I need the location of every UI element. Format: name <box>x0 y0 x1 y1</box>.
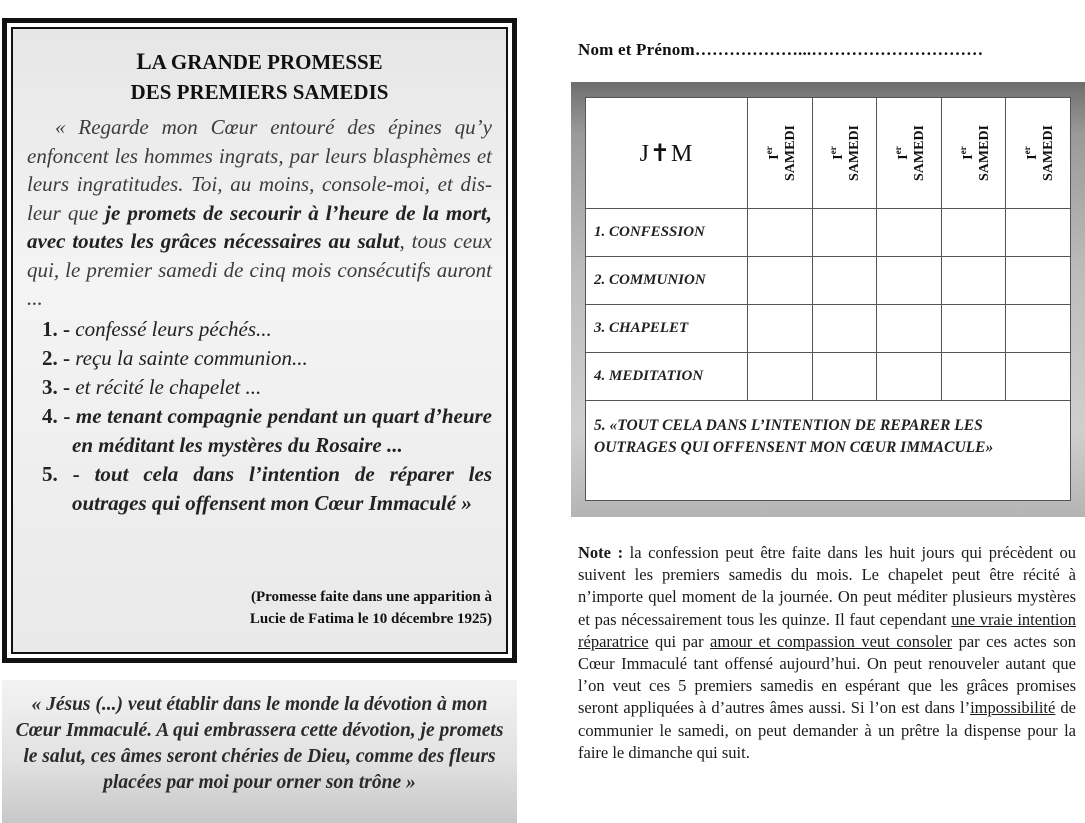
samedi-label: SAMEDI <box>976 124 992 182</box>
check-cell <box>877 209 942 257</box>
tracking-table <box>585 97 1071 501</box>
item-separator: - <box>57 345 76 370</box>
monogram-text: J✝M <box>639 140 694 167</box>
promise-title <box>27 47 492 107</box>
check-cell <box>877 353 942 401</box>
tracking-card <box>571 82 1085 517</box>
check-cell <box>748 257 813 305</box>
note-part2: qui par <box>648 631 711 651</box>
samedi-label: SAMEDI <box>847 124 863 182</box>
check-cell <box>1006 353 1071 401</box>
check-cell <box>941 209 1006 257</box>
table-row <box>586 305 1071 353</box>
ordinal-sup: er <box>893 146 904 155</box>
column-header <box>1006 98 1071 209</box>
note-underline-2: amour et compassion veut consoler <box>710 631 953 651</box>
table-row <box>586 353 1071 401</box>
column-header-label <box>761 125 799 181</box>
table-final-row <box>586 401 1071 501</box>
item-separator: - <box>57 461 95 486</box>
column-header-label <box>826 125 864 181</box>
check-cell <box>748 305 813 353</box>
item-text: me tenant compagnie pendant un quart d’heure en méditant les mystères du Rosaire ... <box>72 403 493 457</box>
row-label: 3. CHAPELET <box>586 305 748 353</box>
item-number: 2. <box>42 345 58 370</box>
check-cell <box>812 305 877 353</box>
samedi-label: SAMEDI <box>1041 124 1057 182</box>
check-cell <box>877 257 942 305</box>
column-header-label <box>890 125 928 181</box>
note-part4: de communier le samedi, on peut demander à un prêtre la dispense pour la faire le dimanche qui suit. <box>578 698 1076 762</box>
ordinal-sup: er <box>957 146 968 155</box>
promise-source <box>250 586 492 630</box>
ordinal-sup: er <box>763 146 774 155</box>
list-item <box>27 460 492 518</box>
item-text: et récité le chapelet ... <box>75 374 262 399</box>
source-line2: Lucie de Fatima le 10 décembre 1925) <box>249 611 492 627</box>
samedi-label: SAMEDI <box>911 124 927 182</box>
column-header <box>877 98 942 209</box>
ordinal: I <box>1025 154 1041 160</box>
check-cell <box>748 209 813 257</box>
intro-part1: « Regarde mon Cœur entouré des épines qu’y enfoncent les hommes ingrats, par leurs blasphèmes et leurs ingratitudes. Toi, au moins, console-moi, et dis-leur que <box>27 115 492 225</box>
final-row-text: 5. «TOUT CELA DANS L’INTENTION DE REPARER LES OUTRAGES QUI OFFENSENT MON CŒUR IMMACULE» <box>586 401 1071 501</box>
promise-box <box>2 18 517 663</box>
check-cell <box>941 305 1006 353</box>
title-initial: L <box>136 49 152 74</box>
ordinal: I <box>831 154 847 160</box>
samedi-label: SAMEDI <box>782 124 798 182</box>
name-field-label: Nom et Prénom………………...………………………… <box>578 40 984 59</box>
note-part1: la confession peut être faite dans les huit jours qui précèdent ou suivent les premiers samedis du mois. Le chapelet peut être récité à n’importe quel moment de la journée. On peut méditer plusieurs mystères et pas nécessairement tous les quinze. Il faut cependant <box>578 543 1076 629</box>
note-underline-1: une vraie intention réparatrice <box>578 609 1076 651</box>
row-label: 1. CONFESSION <box>586 209 748 257</box>
check-cell <box>812 209 877 257</box>
row-label: 4. MEDITATION <box>586 353 748 401</box>
item-number: 1. <box>42 316 58 341</box>
column-header <box>941 98 1006 209</box>
quote-text: « Jésus (...) veut établir dans le monde la dévotion à mon Cœur Immaculé. A qui embrassera cette dévotion, je promets le salut, ces âmes seront chéries de Dieu, comme des fleurs placées par moi pour orner son trône » <box>15 694 504 793</box>
check-cell <box>1006 257 1071 305</box>
table-row <box>586 257 1071 305</box>
list-item <box>27 315 492 344</box>
promise-intro <box>27 113 492 313</box>
item-separator: - <box>57 403 76 428</box>
check-cell <box>812 257 877 305</box>
source-line1: (Promesse faite dans une apparition à <box>251 589 492 605</box>
note-underline-3: impossibilité <box>970 698 1056 718</box>
column-header <box>748 98 813 209</box>
note-lead: Note : <box>578 543 624 562</box>
intro-part2: , tous ceux qui, le premier samedi de cinq mois consécutifs auront ... <box>27 229 492 310</box>
ordinal-sup: er <box>1022 146 1033 155</box>
note-part3: par ces actes son Cœur Immaculé tant offensé aujourd’hui. On peut renouveler autant que l’on veut ces 5 premiers samedis en espérant que les grâces promises seront appliquées à d’autres âmes aussi. Si l’on est dans l’ <box>578 631 1076 718</box>
intro-highlight: je promets de secourir à l’heure de la mort, avec toutes les grâces nécessaires au salut <box>27 200 492 253</box>
title-line1: A GRANDE PROMESSE <box>151 50 383 74</box>
check-cell <box>941 257 1006 305</box>
table-row <box>586 209 1071 257</box>
check-cell <box>877 305 942 353</box>
item-number: 4. <box>42 403 58 428</box>
check-cell <box>748 353 813 401</box>
item-text: tout cela dans l’intention de réparer les outrages qui offensent mon Cœur Immaculé » <box>72 461 492 515</box>
item-separator: - <box>57 316 76 341</box>
check-cell <box>941 353 1006 401</box>
item-number: 3. <box>42 374 58 399</box>
check-cell <box>1006 305 1071 353</box>
monogram-cell <box>586 98 748 209</box>
list-item <box>27 373 492 402</box>
item-text: confessé leurs péchés... <box>75 316 272 341</box>
column-header-label <box>1019 125 1057 181</box>
promise-inner-frame <box>11 27 508 654</box>
ordinal: I <box>960 154 976 160</box>
list-item <box>27 402 492 460</box>
column-header-label <box>955 125 993 181</box>
row-label: 2. COMMUNION <box>586 257 748 305</box>
item-separator: - <box>57 374 76 399</box>
ordinal-sup: er <box>828 146 839 155</box>
item-number: 5. <box>42 461 58 486</box>
title-line2: DES PREMIERS SAMEDIS <box>130 80 389 104</box>
item-text: reçu la sainte communion... <box>75 345 308 370</box>
promise-conditions-list <box>27 315 492 518</box>
ordinal: I <box>766 154 782 160</box>
quote-box <box>2 680 517 823</box>
check-cell <box>1006 209 1071 257</box>
ordinal: I <box>895 154 911 160</box>
table-header-row <box>586 98 1071 209</box>
list-item <box>27 344 492 373</box>
note-paragraph <box>578 542 1076 764</box>
check-cell <box>812 353 877 401</box>
column-header <box>812 98 877 209</box>
